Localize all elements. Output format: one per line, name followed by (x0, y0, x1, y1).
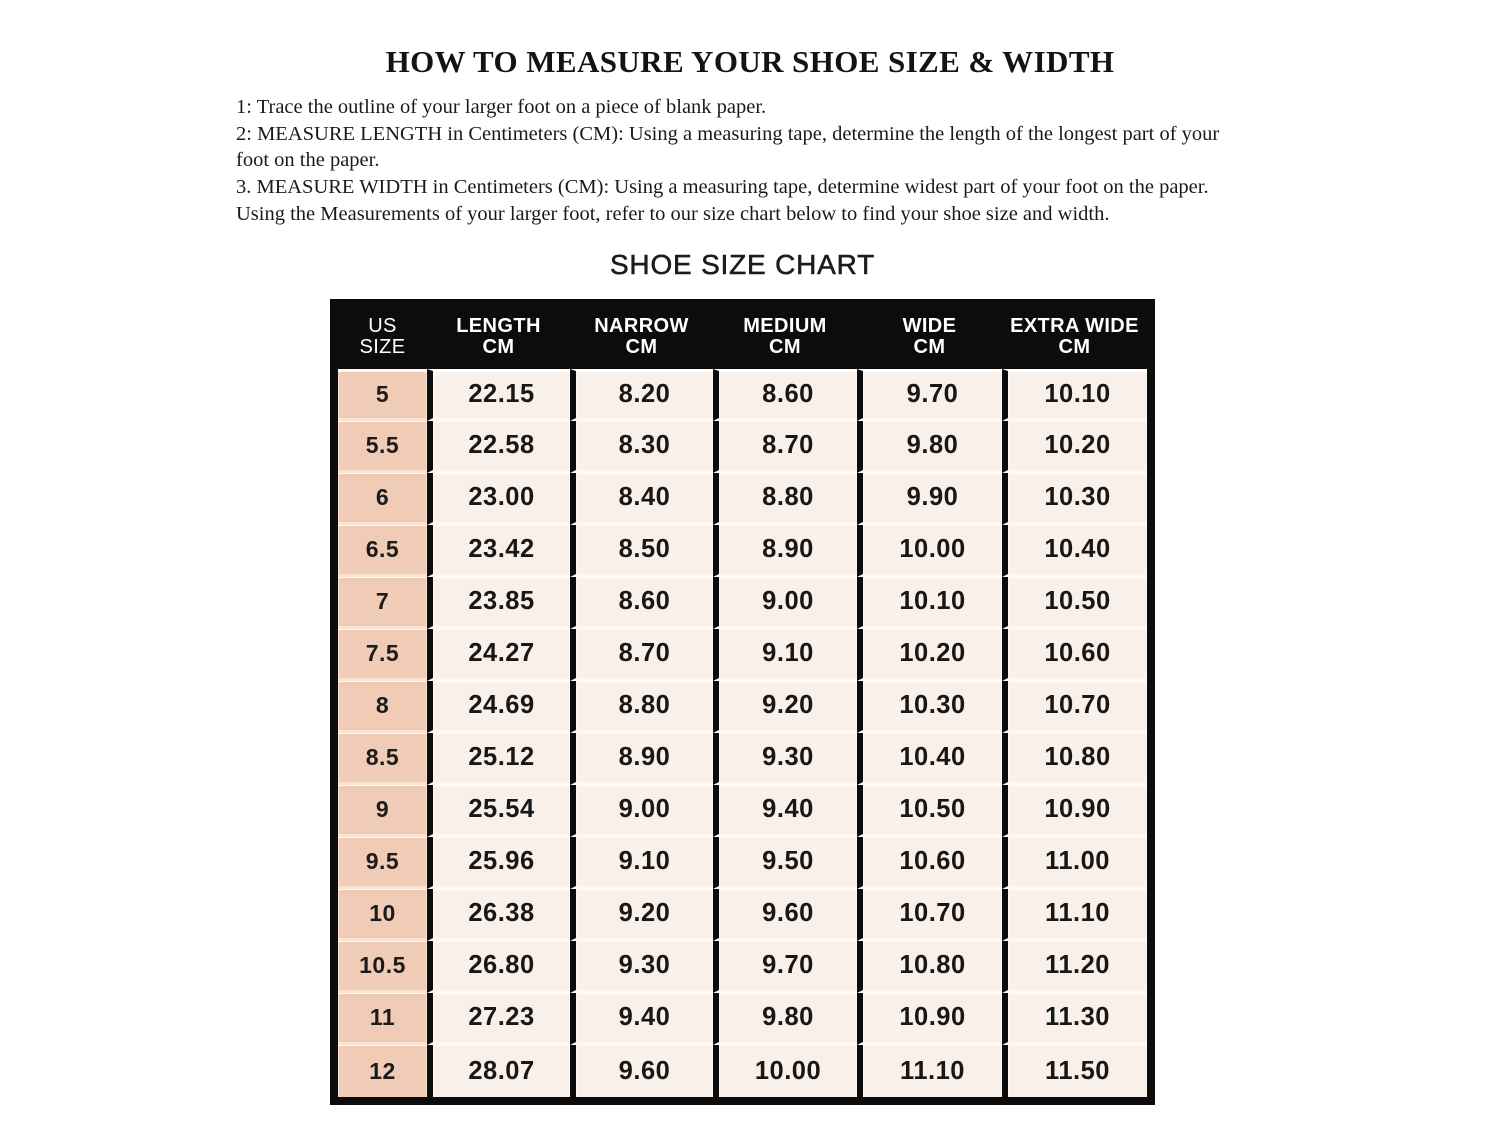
measurement-cell: 10.80 (857, 941, 1002, 993)
measurement-cell: 9.10 (570, 837, 713, 889)
table-row (338, 733, 1147, 785)
measurement-cell: 8.70 (570, 629, 713, 681)
table-row (338, 629, 1147, 681)
measurement-cell: 11.50 (1002, 1045, 1147, 1097)
measurement-cell: 10.90 (857, 993, 1002, 1045)
table-row (338, 369, 1147, 421)
measurement-cell: 8.80 (570, 681, 713, 733)
measurement-cell: 22.15 (427, 369, 570, 421)
measurement-cell: 10.30 (857, 681, 1002, 733)
instruction-line-4: Using the Measurements of your larger foot, refer to our size chart below to find your shoe size and width. (236, 203, 1110, 225)
table-row (338, 889, 1147, 941)
column-header-line: CM (1058, 336, 1091, 358)
measurement-cell: 10.00 (857, 525, 1002, 577)
measurement-cell: 23.85 (427, 577, 570, 629)
measurement-cell: 11.20 (1002, 941, 1147, 993)
measurement-cell: 25.12 (427, 733, 570, 785)
column-header (570, 307, 713, 369)
chart-area (330, 249, 1155, 1105)
measurement-cell: 8.90 (713, 525, 857, 577)
measurement-cell: 10.40 (1002, 525, 1147, 577)
table-row (338, 785, 1147, 837)
measurement-cell: 10.10 (857, 577, 1002, 629)
column-header-line: LENGTH (456, 315, 541, 337)
measurement-cell: 10.50 (1002, 577, 1147, 629)
us-size-cell: 9 (338, 785, 427, 837)
measurement-cell: 9.60 (713, 889, 857, 941)
measurement-cell: 10.00 (713, 1045, 857, 1097)
measurement-cell: 9.70 (857, 369, 1002, 421)
us-size-cell: 10.5 (338, 941, 427, 993)
measurement-cell: 23.00 (427, 473, 570, 525)
measurement-cell: 10.30 (1002, 473, 1147, 525)
us-size-cell: 7.5 (338, 629, 427, 681)
us-size-cell: 6 (338, 473, 427, 525)
table-row (338, 1045, 1147, 1097)
measurement-cell: 9.60 (570, 1045, 713, 1097)
column-header-line: MEDIUM (743, 315, 827, 337)
measurement-cell: 25.96 (427, 837, 570, 889)
measurement-cell: 26.38 (427, 889, 570, 941)
measurement-cell: 9.70 (713, 941, 857, 993)
measurement-cell: 10.60 (857, 837, 1002, 889)
measurement-cell: 10.70 (857, 889, 1002, 941)
measurement-cell: 11.30 (1002, 993, 1147, 1045)
table-row (338, 681, 1147, 733)
measurement-cell: 8.90 (570, 733, 713, 785)
column-header-line: CM (913, 336, 946, 358)
shoe-size-table (330, 299, 1155, 1105)
table-body (338, 369, 1147, 1097)
measurement-cell: 10.10 (1002, 369, 1147, 421)
measurement-cell: 8.30 (570, 421, 713, 473)
column-header-line: CM (769, 336, 801, 358)
measurement-cell: 8.70 (713, 421, 857, 473)
measurement-cell: 27.23 (427, 993, 570, 1045)
measurement-cell: 11.10 (1002, 889, 1147, 941)
page-title: HOW TO MEASURE YOUR SHOE SIZE & WIDTH (385, 44, 1115, 79)
measurement-cell: 25.54 (427, 785, 570, 837)
measurement-cell: 9.50 (713, 837, 857, 889)
measurement-cell: 9.00 (713, 577, 857, 629)
measurement-cell: 9.40 (570, 993, 713, 1045)
column-header-line: SIZE (359, 336, 406, 358)
table-row (338, 473, 1147, 525)
measurement-cell: 24.27 (427, 629, 570, 681)
measurement-cell: 9.20 (570, 889, 713, 941)
measurement-cell: 24.69 (427, 681, 570, 733)
measurement-cell: 26.80 (427, 941, 570, 993)
measurement-cell: 8.20 (570, 369, 713, 421)
measurement-cell: 9.00 (570, 785, 713, 837)
measurement-cell: 23.42 (427, 525, 570, 577)
column-header-line: CM (482, 336, 515, 358)
measurement-cell: 9.40 (713, 785, 857, 837)
us-size-cell: 6.5 (338, 525, 427, 577)
measurement-cell: 11.00 (1002, 837, 1147, 889)
measurement-cell: 9.30 (570, 941, 713, 993)
measurement-cell: 10.80 (1002, 733, 1147, 785)
measurement-cell: 10.40 (857, 733, 1002, 785)
table-row (338, 421, 1147, 473)
measurement-cell: 9.20 (713, 681, 857, 733)
instruction-line-3: 3. MEASURE WIDTH in Centimeters (CM): Using a measuring tape, determine widest part of your foot on the paper. (236, 176, 1209, 198)
instruction-line-1: 1: Trace the outline of your larger foot on a piece of blank paper. (236, 96, 767, 118)
column-header (713, 307, 857, 369)
table-row (338, 837, 1147, 889)
instruction-line-2: 2: MEASURE LENGTH in Centimeters (CM): Using a measuring tape, determine the length of the longest part of your foot on the paper. (236, 123, 1220, 171)
measurement-cell: 22.58 (427, 421, 570, 473)
header-row (338, 307, 1147, 369)
us-size-cell: 5 (338, 369, 427, 421)
measurement-cell: 8.80 (713, 473, 857, 525)
measurement-cell: 10.60 (1002, 629, 1147, 681)
column-header (1002, 307, 1147, 369)
measurement-cell: 9.30 (713, 733, 857, 785)
chart-title: SHOE SIZE CHART (609, 249, 876, 280)
column-header (427, 307, 570, 369)
measurement-cell: 9.90 (857, 473, 1002, 525)
column-header (338, 307, 427, 369)
column-header (857, 307, 1002, 369)
us-size-cell: 7 (338, 577, 427, 629)
column-header-line: NARROW (594, 315, 689, 337)
measurement-cell: 8.40 (570, 473, 713, 525)
measurement-cell: 8.60 (570, 577, 713, 629)
column-header-line: US (368, 315, 397, 337)
us-size-cell: 8 (338, 681, 427, 733)
table-header (338, 307, 1147, 369)
measurement-cell: 28.07 (427, 1045, 570, 1097)
measurement-cell: 10.50 (857, 785, 1002, 837)
us-size-cell: 8.5 (338, 733, 427, 785)
measurement-cell: 10.70 (1002, 681, 1147, 733)
measurement-cell: 9.10 (713, 629, 857, 681)
instructions-block (236, 94, 1221, 227)
measurement-cell: 8.60 (713, 369, 857, 421)
table-row (338, 525, 1147, 577)
measurement-cell: 8.50 (570, 525, 713, 577)
table-row (338, 577, 1147, 629)
measurement-cell: 9.80 (713, 993, 857, 1045)
measurement-cell: 11.10 (857, 1045, 1002, 1097)
measurement-cell: 10.90 (1002, 785, 1147, 837)
measurement-cell: 9.80 (857, 421, 1002, 473)
us-size-cell: 10 (338, 889, 427, 941)
column-header-line: EXTRA WIDE (1010, 315, 1139, 337)
us-size-cell: 11 (338, 993, 427, 1045)
table-row (338, 941, 1147, 993)
measurement-cell: 10.20 (1002, 421, 1147, 473)
us-size-cell: 9.5 (338, 837, 427, 889)
table-row (338, 993, 1147, 1045)
us-size-cell: 12 (338, 1045, 427, 1097)
measurement-cell: 10.20 (857, 629, 1002, 681)
column-header-line: CM (625, 336, 658, 358)
column-header-line: WIDE (902, 315, 957, 337)
us-size-cell: 5.5 (338, 421, 427, 473)
